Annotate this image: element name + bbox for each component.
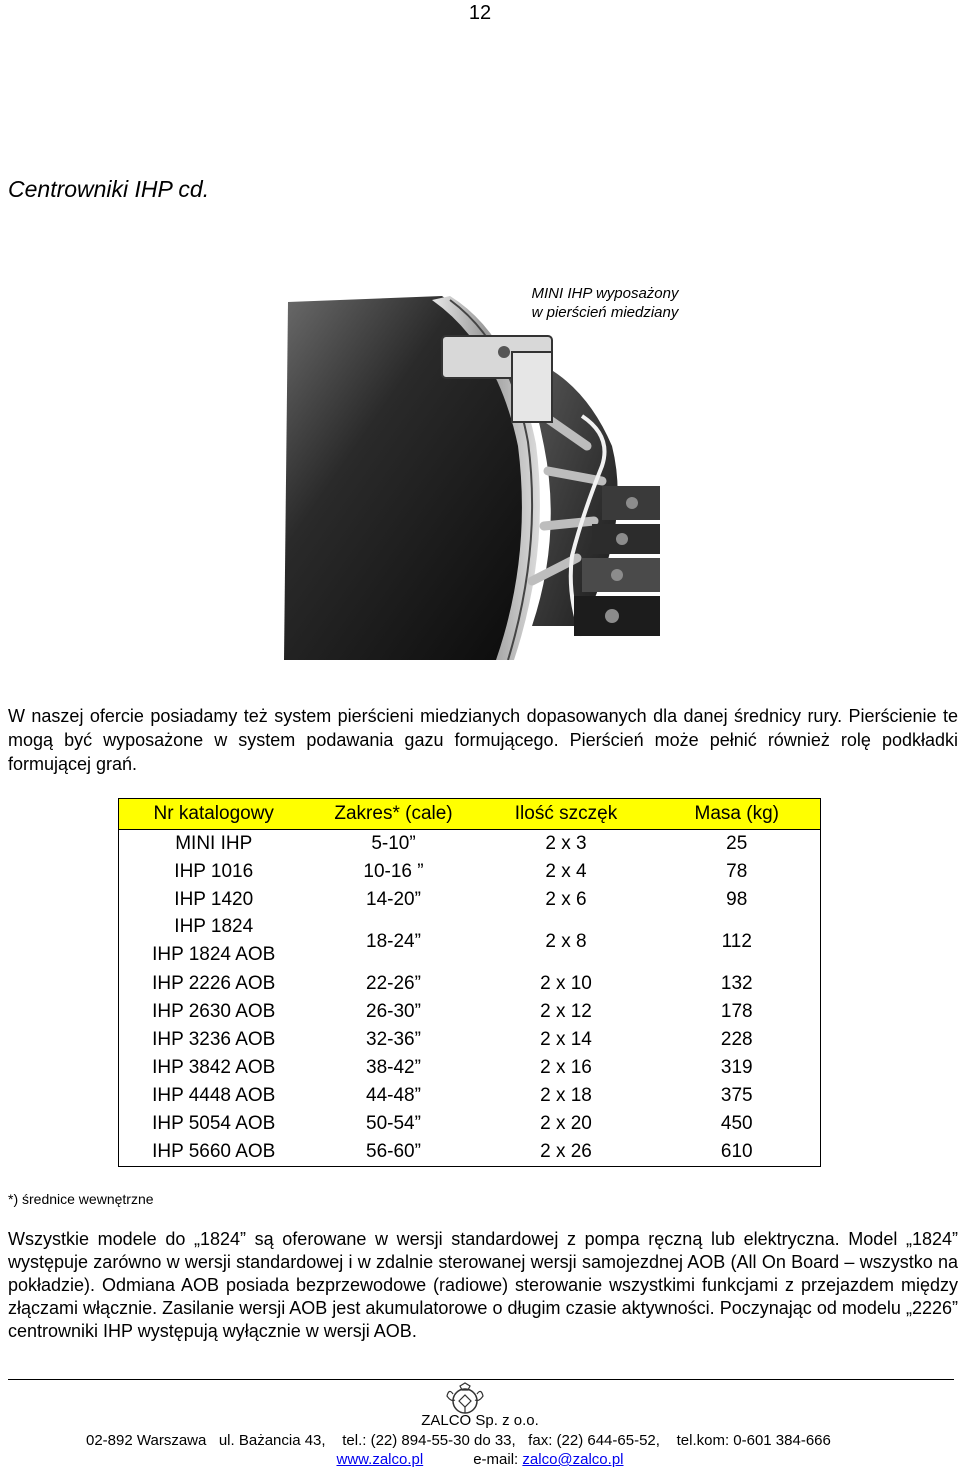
cell-jaws: 2 x 18 — [540, 1085, 592, 1106]
spec-table — [118, 798, 821, 1167]
table-row — [119, 858, 821, 886]
cell-mass: 178 — [720, 1001, 753, 1022]
table-row — [119, 1054, 821, 1082]
cell-mass: 610 — [720, 1141, 753, 1162]
header-catalog-number: Nr katalogowy — [119, 799, 309, 830]
cell-jaws: 2 x 26 — [540, 1141, 592, 1162]
website-link[interactable]: www.zalco.pl — [336, 1451, 424, 1468]
table-row — [119, 1082, 821, 1110]
table-row — [119, 998, 821, 1026]
cell-mass: 450 — [720, 1113, 753, 1134]
cell-jaws: 2 x 4 — [545, 861, 587, 882]
cell-jaws: 2 x 16 — [540, 1057, 592, 1078]
header-range: Zakres* (cale) — [309, 799, 479, 830]
cell-range: 50-54” — [366, 1113, 421, 1134]
cell-range: 18-24” — [366, 931, 421, 952]
cell-mass: 98 — [726, 889, 748, 910]
header-mass: Masa (kg) — [654, 799, 821, 830]
cell-range: 32-36” — [366, 1029, 421, 1050]
cell-jaws: 2 x 20 — [540, 1113, 592, 1134]
cell-mass: 228 — [720, 1029, 753, 1050]
table-row — [119, 1026, 821, 1054]
cell-jaws: 2 x 3 — [545, 833, 587, 854]
cell-model: MINI IHP — [175, 833, 253, 854]
cell-range: 14-20” — [366, 889, 421, 910]
table-row — [119, 886, 821, 914]
cell-model: IHP 1824 AOB — [152, 944, 276, 965]
table-row — [119, 1110, 821, 1138]
photo-caption-line-2: w pierścień miedziany — [531, 304, 679, 321]
table-row — [119, 830, 821, 859]
intro-paragraph: W naszej ofercie posiadamy też system pierścieni miedzianych dopasowanych dla danej średnicy rury. Pierścienie te mogą być wyposażone w system podawania gazu formującego. Pierścień może pełnić również rolę podkładki formującej grań. — [8, 706, 958, 774]
cell-model: IHP 3236 AOB — [152, 1029, 276, 1050]
cell-mass: 375 — [720, 1085, 753, 1106]
product-photo — [282, 296, 660, 660]
table-header-row — [119, 799, 821, 830]
footnote: *) średnice wewnętrzne — [8, 1191, 154, 1207]
cell-model: IHP 2630 AOB — [152, 1001, 276, 1022]
photo-caption-line-1: MINI IHP wyposażony — [531, 285, 679, 302]
cell-range: 10-16 ” — [363, 861, 424, 882]
cell-range: 5-10” — [371, 833, 416, 854]
table-row — [119, 970, 821, 998]
header-jaw-count: Ilość szczęk — [479, 799, 654, 830]
cell-model: IHP 4448 AOB — [152, 1085, 276, 1106]
footer-contact-line — [0, 1451, 960, 1468]
cell-range: 44-48” — [366, 1085, 421, 1106]
cell-range: 38-42” — [366, 1057, 421, 1078]
cell-model: IHP 1420 — [174, 889, 254, 910]
email-label: e-mail: — [473, 1451, 519, 1468]
section-title: Centrowniki IHP cd. — [8, 176, 210, 202]
cell-jaws: 2 x 12 — [540, 1001, 592, 1022]
cell-mass: 25 — [726, 833, 748, 854]
cell-jaws: 2 x 14 — [540, 1029, 592, 1050]
cell-model: IHP 5054 AOB — [152, 1113, 276, 1134]
cell-model: IHP 2226 AOB — [152, 973, 276, 994]
footer-address: 02-892 Warszawa ul. Bażancia 43, tel.: (22) 894-55-30 do 33, fax: (22) 644-65-52, tel.kom: 0-601 384-666 — [86, 1432, 831, 1449]
cell-mass: 132 — [720, 973, 753, 994]
email-link[interactable]: zalco@zalco.pl — [522, 1451, 624, 1468]
cell-mass: 78 — [726, 861, 748, 882]
models-paragraph: Wszystkie modele do „1824” są oferowane w wersji standardowej z pompa ręczną lub elektryczna. Model „1824” występuje zarówno w wersji standardowej i w zdalnie sterowanej wersji samojezdnej AOB (All On Board – wszystko na pokładzie). Odmiana AOB posiada bezprzewodowe (radiowe) sterowanie wszystkimi funkcjami z przejazdem między złączami włącznie. Zasilanie wersji AOB jest akumulatorowe o długim czasie aktywności. Poczynając od modelu „2226” centrowniki IHP występują wyłącznie w wersji AOB. — [8, 1229, 958, 1341]
cell-jaws: 2 x 8 — [545, 931, 587, 952]
table-row — [119, 914, 821, 940]
footer-company-name: ZALCO Sp. z o.o. — [421, 1412, 539, 1429]
cell-range: 26-30” — [366, 1001, 421, 1022]
cell-model: IHP 5660 AOB — [152, 1141, 276, 1162]
table-row — [119, 1138, 821, 1167]
cell-model: IHP 3842 AOB — [152, 1057, 276, 1078]
cell-mass: 112 — [721, 931, 752, 952]
cell-jaws: 2 x 6 — [545, 889, 587, 910]
cell-range: 56-60” — [366, 1141, 421, 1162]
page-number: 12 — [468, 2, 492, 24]
cell-model: IHP 1016 — [174, 861, 254, 882]
company-logo — [445, 1382, 485, 1416]
cell-jaws: 2 x 10 — [540, 973, 592, 994]
footer-divider — [8, 1379, 954, 1380]
cell-model: IHP 1824 — [174, 916, 254, 937]
cell-range: 22-26” — [366, 973, 421, 994]
cell-mass: 319 — [720, 1057, 753, 1078]
